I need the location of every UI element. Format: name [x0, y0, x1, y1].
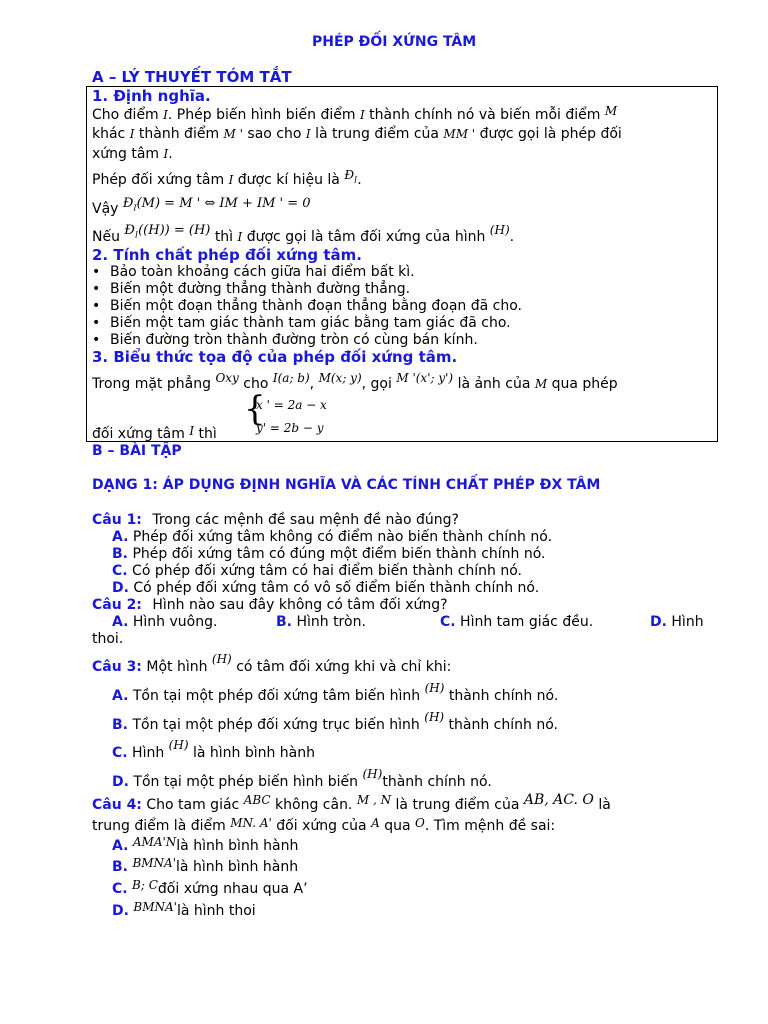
option-text: Phép đối xứng tâm không có điểm nào biến thành chính nó.: [132, 529, 553, 545]
math-H: (H): [168, 738, 189, 752]
def-line-3: [92, 146, 173, 162]
text: Vậy: [92, 201, 119, 217]
def-line-6: [92, 222, 515, 245]
q2-option-c[interactable]: [440, 614, 593, 630]
math-I: I: [237, 230, 243, 244]
question-4-line-2: [92, 815, 556, 834]
question-text: là: [598, 797, 611, 813]
math-I: I: [163, 147, 169, 161]
system-eq-2: y' = 2b − y: [256, 421, 324, 435]
text: Cho điểm: [92, 107, 159, 123]
question-text: trung điểm là điểm: [92, 818, 226, 834]
math-Mp: M ': [223, 127, 243, 141]
text: .: [168, 146, 173, 162]
math-H: (H): [211, 652, 232, 666]
text: được gọi là tâm đối xứng của hình: [246, 229, 486, 245]
q3-option-c[interactable]: [112, 737, 316, 761]
option-text: Phép đối xứng tâm có đúng một điểm biến thành chính nó.: [132, 546, 546, 562]
q4-option-a[interactable]: [112, 834, 299, 854]
option-text: thành chính nó.: [448, 688, 559, 704]
math-I: I: [129, 127, 135, 141]
math-Mpxy: M '(x'; y'): [396, 371, 454, 385]
question-label: Câu 4:: [92, 797, 142, 813]
text: .: [357, 172, 362, 188]
property-item: • Biến một đường thẳng thành đường thẳng.: [92, 281, 410, 297]
math-O: O: [414, 816, 425, 830]
def-line-1: [92, 104, 618, 123]
option-letter: D.: [112, 580, 129, 596]
math-Oxy: Oxy: [215, 371, 239, 385]
option-text: Có phép đối xứng tâm có vô số điểm biến thành chính nó.: [133, 580, 540, 596]
question-4-line-1: [92, 792, 611, 813]
text: thì: [198, 426, 217, 442]
q4-option-b[interactable]: [112, 855, 299, 875]
definition-heading: 1. Định nghĩa.: [92, 87, 211, 105]
question-text: đối xứng của: [276, 818, 367, 834]
question-text: Cho tam giác: [146, 797, 240, 813]
option-letter: A.: [112, 688, 129, 704]
question-text: . Tìm mệnh đề sai:: [424, 818, 556, 834]
coords-line-1: [92, 370, 618, 392]
def-line-4: [92, 168, 362, 189]
q2-option-d[interactable]: [650, 614, 704, 630]
math-BMNA: BMNA': [132, 856, 177, 870]
option-text: là hình thoi: [176, 903, 256, 919]
math-D: Đ: [344, 168, 355, 182]
option-letter: C.: [112, 881, 128, 897]
form-1-heading: DẠNG 1: ÁP DỤNG ĐỊNH NGHĨA VÀ CÁC TÍNH CHẤT PHÉP ĐX TÂM: [92, 477, 601, 493]
option-letter: C.: [440, 614, 456, 630]
text: .: [509, 229, 515, 245]
question-1: [92, 512, 459, 528]
math-BC: B; C: [132, 878, 158, 892]
question-label: Câu 3:: [92, 659, 142, 675]
option-text: là hình bình hành: [192, 745, 316, 761]
def-line-2: [92, 126, 622, 142]
q3-option-d[interactable]: [112, 766, 492, 790]
property-item: • Bảo toàn khoảng cách giữa hai điểm bất kì.: [92, 264, 415, 280]
text: ,: [309, 376, 315, 392]
math-M: M: [534, 377, 548, 391]
text: Trong mặt phẳng: [92, 376, 211, 392]
option-letter: B.: [112, 717, 128, 733]
q1-option-b[interactable]: [112, 546, 546, 562]
text: cho: [243, 376, 269, 392]
question-text: Một hình: [146, 659, 208, 675]
math-sub: I: [133, 203, 137, 213]
option-letter: C.: [112, 563, 128, 579]
math-sub: I: [134, 230, 139, 240]
math-Iab: I(a; b): [272, 371, 310, 385]
brace-icon: {: [244, 389, 266, 429]
equation-1: (M) = M ' ⇔ IM + IM ' = 0: [136, 196, 311, 211]
text: được gọi là phép đối: [479, 126, 622, 142]
text: thành điểm: [138, 126, 220, 142]
q2-option-d-cont: thoi.: [92, 631, 124, 647]
math-D: Đ: [124, 223, 135, 238]
option-text: Hình tròn.: [296, 614, 366, 630]
question-3: [92, 651, 452, 675]
question-text: không cân.: [275, 797, 353, 813]
equation-2: ((H)) = (H): [138, 223, 211, 238]
q1-option-c[interactable]: [112, 563, 522, 579]
property-item: • Biến đường tròn thành đường tròn có cùng bán kính.: [92, 332, 478, 348]
math-sub: I: [354, 175, 358, 185]
property-item: • Biến một tam giác thành tam giác bằng tam giác đã cho.: [92, 315, 511, 331]
math-H: (H): [424, 681, 445, 695]
math-M: M: [604, 104, 618, 118]
question-text: Hình nào sau đây không có tâm đối xứng?: [152, 597, 448, 613]
math-MN: M , N: [356, 793, 392, 807]
text: sao cho: [247, 126, 302, 142]
option-letter: C.: [112, 745, 128, 761]
question-label: Câu 2:: [92, 597, 142, 613]
math-I: I: [228, 173, 234, 187]
option-text: Hình: [671, 614, 704, 630]
text: khác: [92, 126, 126, 142]
option-text: Hình vuông.: [132, 614, 218, 630]
option-text: Có phép đối xứng tâm có hai điểm biến thành chính nó.: [132, 563, 522, 579]
text: thành chính nó và biến mỗi điểm: [369, 107, 601, 123]
option-text: Tồn tại một phép đối xứng trục biến hình: [132, 717, 420, 733]
text: qua phép: [551, 376, 618, 392]
text: xứng tâm: [92, 146, 160, 162]
text: . Phép biến hình biến điểm: [167, 107, 356, 123]
q1-option-d[interactable]: [112, 580, 539, 596]
option-letter: D.: [650, 614, 667, 630]
option-text: thành chính nó.: [448, 717, 558, 733]
math-MMp: MM ': [443, 127, 476, 141]
option-text: là hình bình hành: [176, 838, 299, 854]
option-letter: D.: [112, 774, 129, 790]
text: đối xứng tâm: [92, 426, 185, 442]
question-text: qua: [384, 818, 411, 834]
option-text: Tồn tại một phép đối xứng tâm biến hình: [132, 688, 421, 704]
question-label: Câu 1:: [92, 512, 142, 528]
math-BMNA: BMNA': [133, 900, 177, 914]
text: là ảnh của: [457, 376, 531, 392]
option-letter: D.: [112, 903, 129, 919]
math-H: (H): [362, 767, 383, 781]
properties-heading: 2. Tính chất phép đối xứng tâm.: [92, 246, 362, 264]
option-text: đối xứng nhau qua A’: [157, 881, 308, 897]
q3-option-b[interactable]: [112, 709, 558, 733]
coordinates-heading: 3. Biểu thức tọa độ của phép đối xứng tâm.: [92, 348, 458, 366]
math-I: I: [163, 108, 168, 122]
option-letter: A.: [112, 614, 129, 630]
math-ABC: ABC: [243, 793, 271, 807]
section-a-heading: A – LÝ THUYẾT TÓM TẮT: [92, 68, 292, 86]
option-letter: B.: [112, 859, 128, 875]
q3-option-a[interactable]: [112, 680, 559, 704]
math-I: I: [305, 127, 311, 141]
option-text: thành chính nó.: [382, 774, 492, 790]
def-line-5: [92, 195, 311, 217]
option-text: Hình tam giác đều.: [460, 614, 594, 630]
page-title: PHÉP ĐỐI XỨNG TÂM: [312, 34, 477, 50]
q4-option-d[interactable]: [112, 899, 256, 919]
option-letter: B.: [112, 546, 128, 562]
text: thì: [214, 229, 234, 245]
option-letter: A.: [112, 838, 129, 854]
q4-option-c[interactable]: [112, 877, 308, 897]
math-D: Đ: [122, 196, 134, 211]
math-AB-AC-O: AB, AC. O: [523, 792, 594, 808]
math-I: I: [359, 108, 365, 122]
math-H: (H): [424, 710, 445, 724]
q2-option-a[interactable]: [112, 614, 217, 630]
question-text: là trung điểm của: [395, 797, 520, 813]
question-text: Trong các mệnh đề sau mệnh đề nào đúng?: [152, 512, 459, 528]
math-AMAN: AMA'N: [132, 835, 177, 849]
property-item: • Biến một đoạn thẳng thành đoạn thẳng bằng đoạn đã cho.: [92, 298, 522, 314]
text: Phép đối xứng tâm: [92, 172, 225, 188]
question-2: [92, 597, 448, 613]
option-text: Hình: [132, 745, 165, 761]
option-text: là hình bình hành: [176, 859, 299, 875]
q2-option-b[interactable]: [276, 614, 366, 630]
math-A: A: [371, 816, 380, 830]
math-Mxy: M(x; y): [318, 371, 362, 385]
text: , gọi: [361, 376, 392, 392]
q1-option-a[interactable]: [112, 529, 552, 545]
text: được kí hiệu là: [237, 172, 340, 188]
text: Nếu: [92, 229, 120, 245]
math-MNA: MN. A': [230, 816, 272, 830]
option-letter: B.: [276, 614, 292, 630]
coords-line-2: [92, 426, 217, 442]
math-I: I: [189, 424, 195, 438]
option-letter: A.: [112, 529, 129, 545]
system-eq-1: x ' = 2a − x: [256, 398, 327, 412]
text: là trung điểm của: [315, 126, 439, 142]
section-b-heading: B – BÀI TẬP: [92, 443, 182, 459]
option-text: Tồn tại một phép biến hình biến: [133, 774, 359, 790]
question-text: có tâm đối xứng khi và chỉ khi:: [236, 659, 452, 675]
math-H: (H): [489, 223, 510, 237]
